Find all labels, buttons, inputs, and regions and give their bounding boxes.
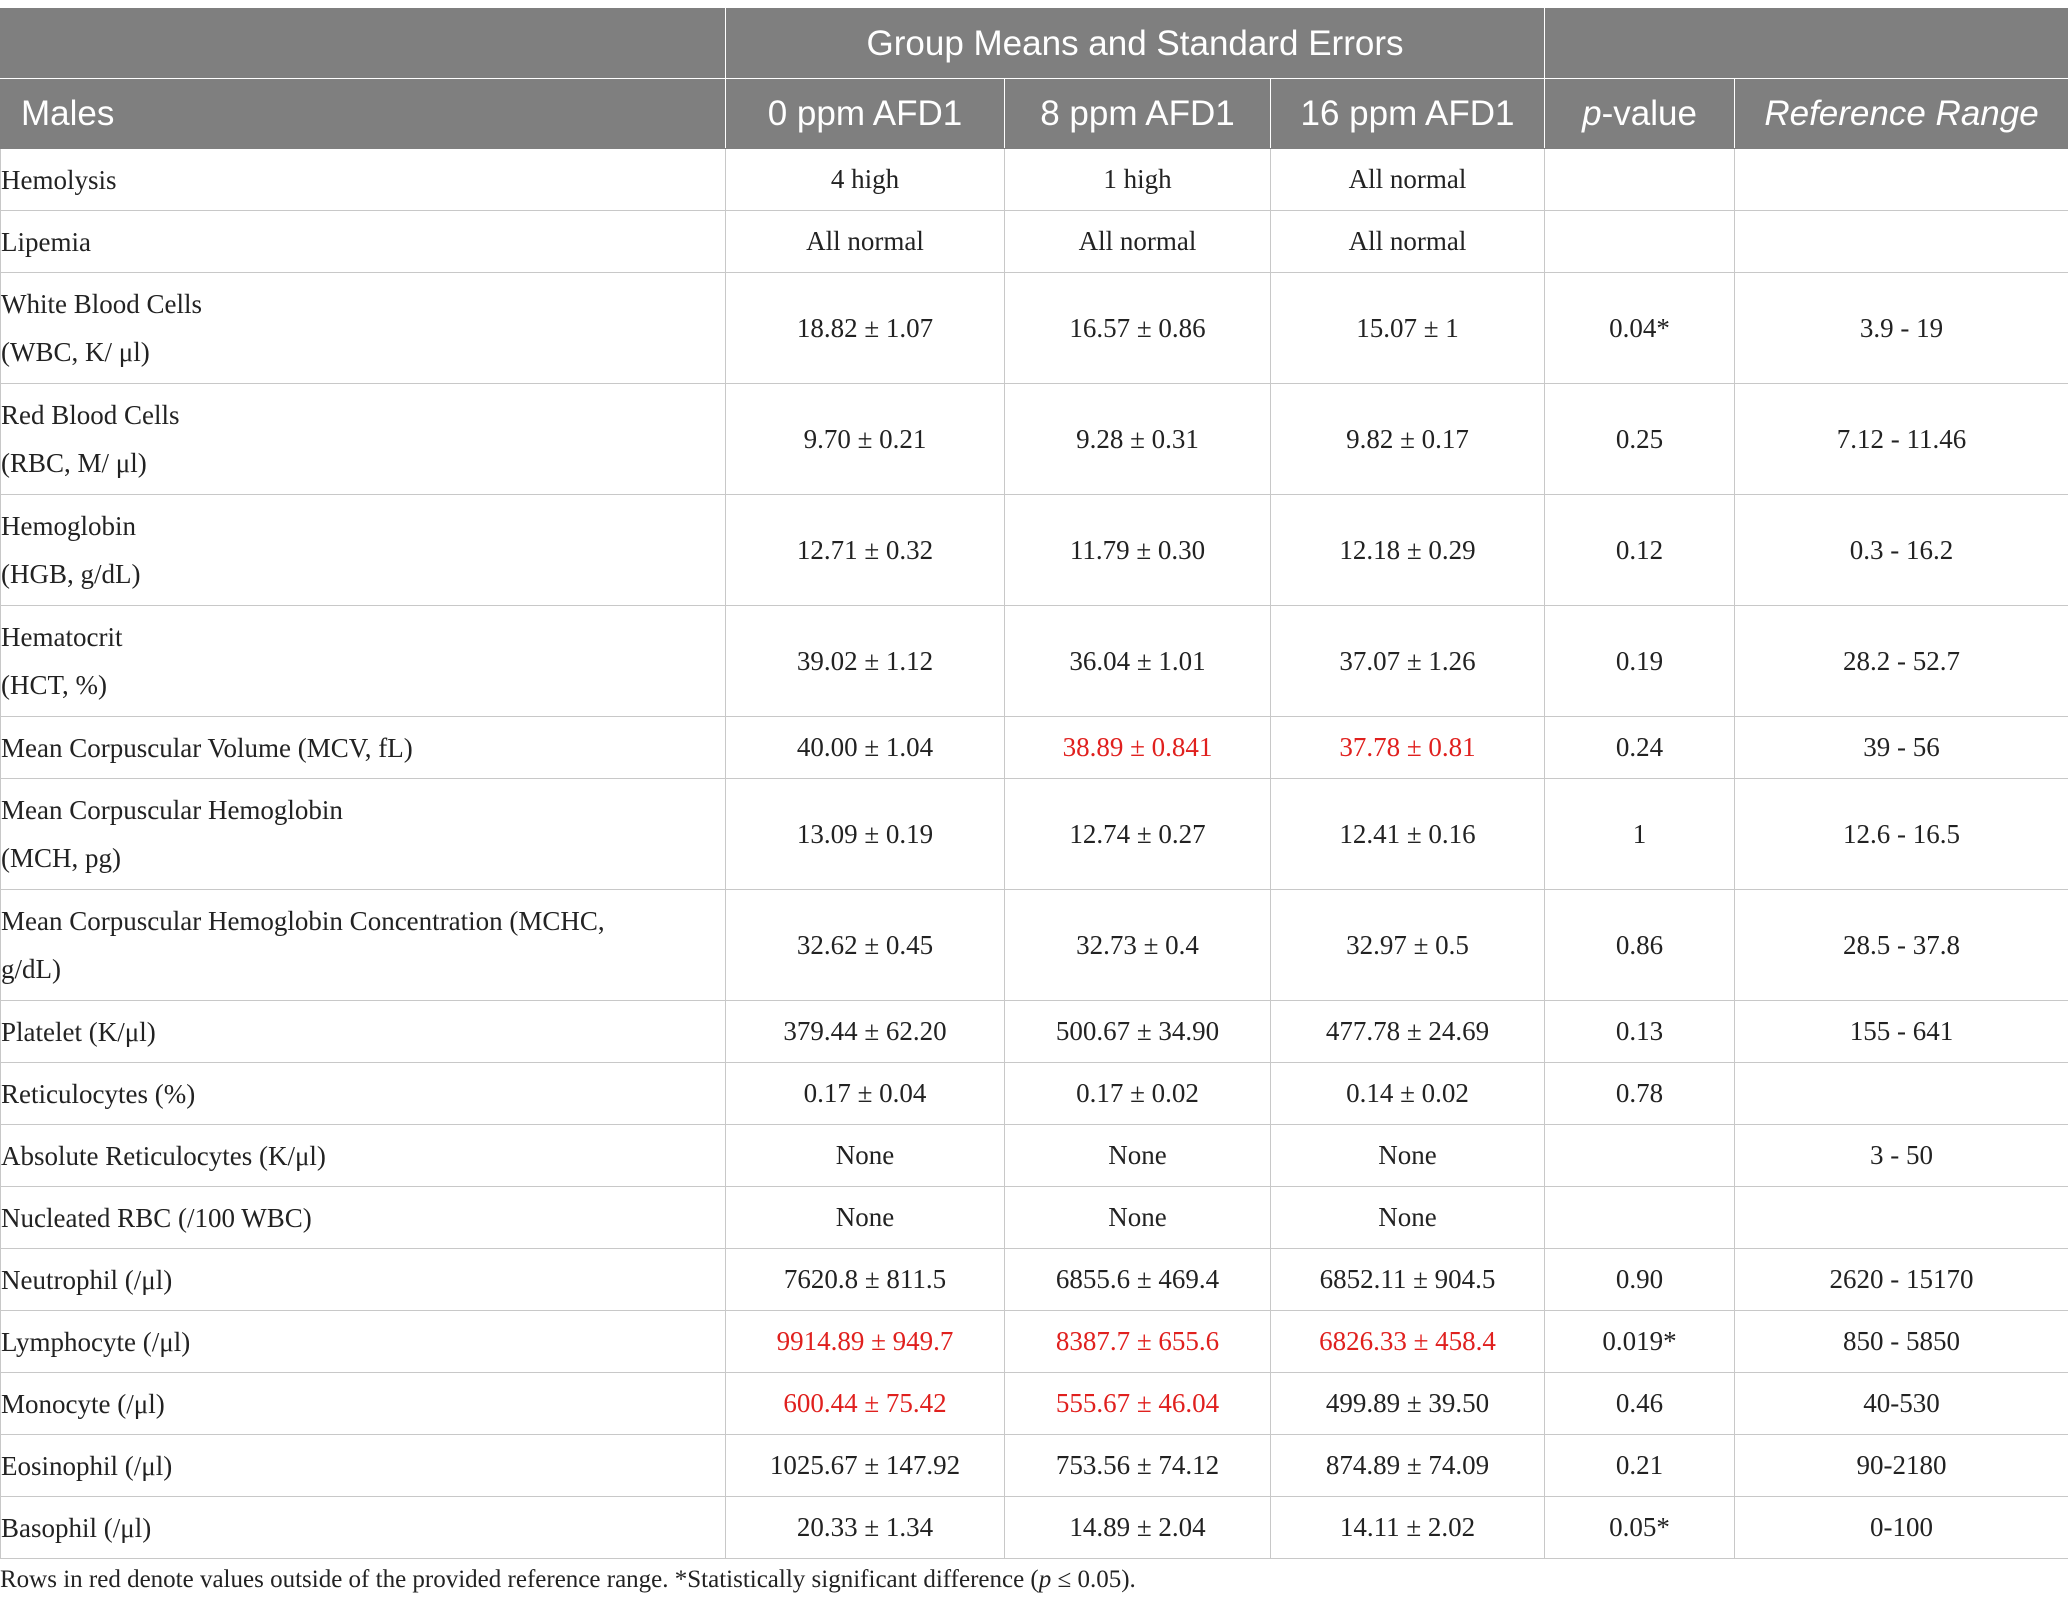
p-value-cell: 0.12 — [1545, 495, 1735, 606]
value-16ppm-cell: 15.07 ± 1 — [1271, 273, 1545, 384]
table-caption — [0, 1566, 1136, 1594]
row-label — [1, 273, 726, 384]
table-row — [1, 384, 2068, 495]
row-label — [1, 1435, 726, 1497]
row-label-line: Mean Corpuscular Volume (MCV, fL) — [1, 732, 413, 763]
row-label-line: (MCH, pg) — [1, 843, 121, 873]
value-0ppm-cell: 4 high — [726, 149, 1005, 211]
table-row — [1, 1001, 2068, 1063]
value-16ppm-cell: None — [1271, 1187, 1545, 1249]
reference-range-cell: 2620 - 15170 — [1735, 1249, 2068, 1311]
table-row — [1, 1373, 2068, 1435]
table-row — [1, 717, 2068, 779]
value-16ppm-cell: 0.14 ± 0.02 — [1271, 1063, 1545, 1125]
value-8ppm-cell: 14.89 ± 2.04 — [1005, 1497, 1271, 1559]
p-italic: p — [1582, 93, 1602, 133]
row-label — [1, 495, 726, 606]
value-16ppm-cell: 12.18 ± 0.29 — [1271, 495, 1545, 606]
reference-range-cell: 3.9 - 19 — [1735, 273, 2068, 384]
row-label-line: Lymphocyte (/μl) — [1, 1326, 191, 1357]
value-0ppm-cell: 379.44 ± 62.20 — [726, 1001, 1005, 1063]
p-value-cell — [1545, 1187, 1735, 1249]
value-0ppm-cell: 600.44 ± 75.42 — [726, 1373, 1005, 1435]
p-value-cell: 0.24 — [1545, 717, 1735, 779]
reference-range-cell: 3 - 50 — [1735, 1125, 2068, 1187]
row-label-line: Absolute Reticulocytes (K/μl) — [1, 1140, 326, 1171]
value-16ppm-cell: 12.41 ± 0.16 — [1271, 779, 1545, 890]
table-row — [1, 1311, 2068, 1373]
value-8ppm-cell: 1 high — [1005, 149, 1271, 211]
caption-p: p — [1038, 1566, 1052, 1593]
row-label-line: Eosinophil (/μl) — [1, 1450, 173, 1481]
row-label-line: Red Blood Cells — [1, 400, 180, 430]
value-8ppm-cell: 38.89 ± 0.841 — [1005, 717, 1271, 779]
value-16ppm-cell: All normal — [1271, 211, 1545, 273]
row-label — [1, 1187, 726, 1249]
row-label-line: Reticulocytes (%) — [1, 1078, 196, 1109]
value-16ppm-cell: None — [1271, 1125, 1545, 1187]
row-label — [1, 1249, 726, 1311]
reference-range-cell — [1735, 1063, 2068, 1125]
row-label-line: Basophil (/μl) — [1, 1512, 152, 1543]
caption-rel: ≤ 0.05). — [1051, 1566, 1136, 1593]
reference-range-cell — [1735, 149, 2068, 211]
reference-range-cell: 12.6 - 16.5 — [1735, 779, 2068, 890]
table-row — [1, 606, 2068, 717]
table-row — [1, 211, 2068, 273]
row-label-line: Mean Corpuscular Hemoglobin Concentration (MCHC, — [1, 906, 605, 936]
value-0ppm-cell: 12.71 ± 0.32 — [726, 495, 1005, 606]
value-16ppm-cell: 499.89 ± 39.50 — [1271, 1373, 1545, 1435]
col-header-0ppm: 0 ppm AFD1 — [726, 79, 1005, 149]
row-label — [1, 717, 726, 779]
col-header-16ppm: 16 ppm AFD1 — [1271, 79, 1545, 149]
p-value-cell: 0.46 — [1545, 1373, 1735, 1435]
value-0ppm-cell: All normal — [726, 211, 1005, 273]
value-0ppm-cell: 18.82 ± 1.07 — [726, 273, 1005, 384]
header-row-columns — [1, 79, 2068, 149]
p-value-cell: 0.13 — [1545, 1001, 1735, 1063]
p-value-cell: 0.04* — [1545, 273, 1735, 384]
group-header: Group Means and Standard Errors — [726, 9, 1545, 79]
reference-range-cell — [1735, 211, 2068, 273]
value-8ppm-cell: 0.17 ± 0.02 — [1005, 1063, 1271, 1125]
value-0ppm-cell: None — [726, 1187, 1005, 1249]
p-value-cell: 0.78 — [1545, 1063, 1735, 1125]
value-8ppm-cell: 555.67 ± 46.04 — [1005, 1373, 1271, 1435]
value-8ppm-cell: 12.74 ± 0.27 — [1005, 779, 1271, 890]
caption-prefix: Rows in red denote values outside of the provided reference range. *Statistically significant difference ( — [0, 1566, 1039, 1593]
row-label-line: (WBC, K/ μl) — [1, 337, 150, 367]
row-label — [1, 211, 726, 273]
row-label-line: Monocyte (/μl) — [1, 1388, 165, 1419]
value-8ppm-cell: None — [1005, 1187, 1271, 1249]
value-8ppm-cell: None — [1005, 1125, 1271, 1187]
value-8ppm-cell: 6855.6 ± 469.4 — [1005, 1249, 1271, 1311]
row-label-line: Hemolysis — [1, 164, 117, 195]
value-16ppm-cell: All normal — [1271, 149, 1545, 211]
reference-range-cell: 0.3 - 16.2 — [1735, 495, 2068, 606]
table-row — [1, 1497, 2068, 1559]
row-label-line: Nucleated RBC (/100 WBC) — [1, 1202, 312, 1233]
table-row — [1, 495, 2068, 606]
reference-range-cell: 155 - 641 — [1735, 1001, 2068, 1063]
reference-range-cell: 40-530 — [1735, 1373, 2068, 1435]
p-value-cell — [1545, 1125, 1735, 1187]
value-8ppm-cell: 32.73 ± 0.4 — [1005, 890, 1271, 1001]
p-value-cell: 0.86 — [1545, 890, 1735, 1001]
value-0ppm-cell: 9914.89 ± 949.7 — [726, 1311, 1005, 1373]
value-0ppm-cell: 7620.8 ± 811.5 — [726, 1249, 1005, 1311]
row-label — [1, 384, 726, 495]
value-16ppm-cell: 9.82 ± 0.17 — [1271, 384, 1545, 495]
value-16ppm-cell: 6826.33 ± 458.4 — [1271, 1311, 1545, 1373]
value-8ppm-cell: 36.04 ± 1.01 — [1005, 606, 1271, 717]
value-0ppm-cell: 13.09 ± 0.19 — [726, 779, 1005, 890]
row-label-line: Neutrophil (/μl) — [1, 1264, 173, 1295]
table-row — [1, 890, 2068, 1001]
row-label — [1, 149, 726, 211]
value-8ppm-cell: 8387.7 ± 655.6 — [1005, 1311, 1271, 1373]
value-8ppm-cell: 500.67 ± 34.90 — [1005, 1001, 1271, 1063]
table-row — [1, 149, 2068, 211]
table-row — [1, 1187, 2068, 1249]
p-value-cell: 0.05* — [1545, 1497, 1735, 1559]
row-label — [1, 890, 726, 1001]
row-label — [1, 1125, 726, 1187]
value-16ppm-cell: 14.11 ± 2.02 — [1271, 1497, 1545, 1559]
value-0ppm-cell: 39.02 ± 1.12 — [726, 606, 1005, 717]
row-label — [1, 606, 726, 717]
col-header-males: Males — [1, 79, 726, 149]
col-header-reference-range: Reference Range — [1735, 79, 2068, 149]
row-label-line: White Blood Cells — [1, 289, 202, 319]
p-value-cell: 0.25 — [1545, 384, 1735, 495]
p-value-cell: 1 — [1545, 779, 1735, 890]
p-value-cell: 0.90 — [1545, 1249, 1735, 1311]
hematology-table — [0, 8, 2068, 1559]
row-label-line: (HGB, g/dL) — [1, 559, 141, 589]
value-0ppm-cell: 9.70 ± 0.21 — [726, 384, 1005, 495]
reference-range-cell: 28.5 - 37.8 — [1735, 890, 2068, 1001]
row-label-line: Hemoglobin — [1, 511, 136, 541]
value-8ppm-cell: All normal — [1005, 211, 1271, 273]
row-label-line: (HCT, %) — [1, 670, 107, 700]
table-row — [1, 1063, 2068, 1125]
value-8ppm-cell: 753.56 ± 74.12 — [1005, 1435, 1271, 1497]
row-label — [1, 1497, 726, 1559]
value-16ppm-cell: 37.78 ± 0.81 — [1271, 717, 1545, 779]
value-8ppm-cell: 9.28 ± 0.31 — [1005, 384, 1271, 495]
p-value-cell: 0.019* — [1545, 1311, 1735, 1373]
value-8ppm-cell: 11.79 ± 0.30 — [1005, 495, 1271, 606]
p-value-cell — [1545, 211, 1735, 273]
p-value-cell: 0.21 — [1545, 1435, 1735, 1497]
table-row — [1, 1125, 2068, 1187]
col-header-8ppm: 8 ppm AFD1 — [1005, 79, 1271, 149]
value-0ppm-cell: 40.00 ± 1.04 — [726, 717, 1005, 779]
value-16ppm-cell: 37.07 ± 1.26 — [1271, 606, 1545, 717]
value-16ppm-cell: 6852.11 ± 904.5 — [1271, 1249, 1545, 1311]
table-body — [1, 149, 2068, 1559]
value-16ppm-cell: 477.78 ± 24.69 — [1271, 1001, 1545, 1063]
row-label — [1, 1063, 726, 1125]
header-blank-cell-right — [1545, 9, 2068, 79]
reference-range-cell: 28.2 - 52.7 — [1735, 606, 2068, 717]
value-0ppm-cell: 20.33 ± 1.34 — [726, 1497, 1005, 1559]
reference-range-cell: 0-100 — [1735, 1497, 2068, 1559]
row-label-line: Platelet (K/μl) — [1, 1016, 156, 1047]
row-label — [1, 1311, 726, 1373]
value-0ppm-cell: 0.17 ± 0.04 — [726, 1063, 1005, 1125]
row-label-line: Lipemia — [1, 226, 91, 257]
p-value-cell: 0.19 — [1545, 606, 1735, 717]
reference-range-cell: 850 - 5850 — [1735, 1311, 2068, 1373]
table-row — [1, 1249, 2068, 1311]
row-label — [1, 1373, 726, 1435]
reference-range-cell — [1735, 1187, 2068, 1249]
row-label — [1, 1001, 726, 1063]
row-label-line: Hematocrit — [1, 622, 123, 652]
p-value-cell — [1545, 149, 1735, 211]
value-16ppm-cell: 32.97 ± 0.5 — [1271, 890, 1545, 1001]
table-row — [1, 779, 2068, 890]
table-row — [1, 273, 2068, 384]
reference-range-cell: 90-2180 — [1735, 1435, 2068, 1497]
row-label-line: g/dL) — [1, 954, 61, 984]
value-8ppm-cell: 16.57 ± 0.86 — [1005, 273, 1271, 384]
row-label-line: Mean Corpuscular Hemoglobin — [1, 795, 343, 825]
value-16ppm-cell: 874.89 ± 74.09 — [1271, 1435, 1545, 1497]
header-row-group — [1, 9, 2068, 79]
value-0ppm-cell: 1025.67 ± 147.92 — [726, 1435, 1005, 1497]
row-label-line: (RBC, M/ μl) — [1, 448, 147, 478]
col-header-p-value: p-value — [1545, 79, 1735, 149]
header-blank-cell — [1, 9, 726, 79]
value-0ppm-cell: None — [726, 1125, 1005, 1187]
reference-range-cell: 7.12 - 11.46 — [1735, 384, 2068, 495]
row-label — [1, 779, 726, 890]
reference-range-cell: 39 - 56 — [1735, 717, 2068, 779]
table-row — [1, 1435, 2068, 1497]
value-0ppm-cell: 32.62 ± 0.45 — [726, 890, 1005, 1001]
